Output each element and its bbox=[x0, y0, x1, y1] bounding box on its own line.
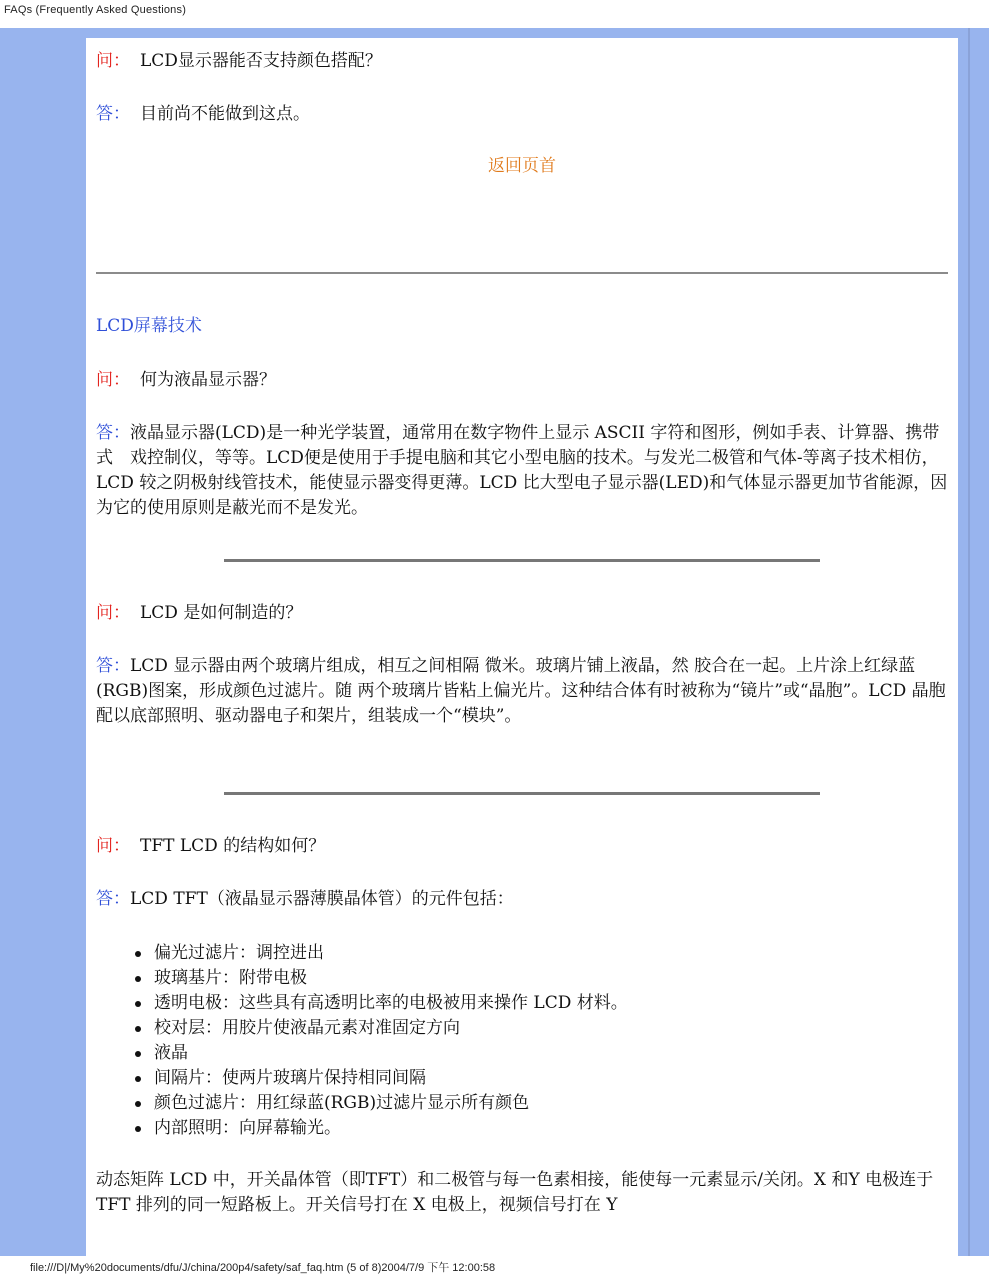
print-header-title: FAQs (Frequently Asked Questions) bbox=[4, 4, 187, 16]
content-panel bbox=[86, 38, 958, 1256]
closing-paragraph: 动态矩阵 LCD 中，开关晶体管（即TFT）和二极管与每一色素相接，能使每一元素显示/关闭。X 和Y 电极连于 TFT 排列的同一短路板上。开关信号打在 X 电极上，视频信号打在 Y bbox=[96, 1170, 934, 1215]
question-2 bbox=[96, 368, 948, 393]
answer-3-text: LCD 显示器由两个玻璃片组成，相互之间相隔 微米。玻璃片铺上液晶，然 胶合在一起。上片涂上红绿蓝(RGB)图案，形成颜色过滤片。随 两个玻璃片皆粘上偏光片。这种结合体有时被称为“镜片”或“晶胞”。LCD 晶胞配以底部照明、驱动器电子和架片，组装成一个“模块”。 bbox=[96, 656, 946, 726]
list-item: 校对层：用胶片使液晶元素对准固定方向 bbox=[154, 1016, 958, 1041]
list-item: 偏光过滤片：调控进出 bbox=[154, 941, 958, 966]
answer-label: 答： bbox=[96, 889, 130, 909]
question-1-text: LCD显示器能否支持颜色搭配？ bbox=[140, 51, 382, 71]
answer-4 bbox=[96, 887, 948, 912]
answer-label: 答： bbox=[96, 104, 130, 124]
question-label: 问： bbox=[96, 51, 130, 71]
answer-2 bbox=[96, 421, 948, 521]
qa-divider bbox=[224, 559, 820, 562]
question-label: 问： bbox=[96, 370, 130, 390]
question-4-text: TFT LCD 的结构如何？ bbox=[140, 836, 326, 856]
list-item: 液晶 bbox=[154, 1041, 958, 1066]
answer-4-text: LCD TFT（液晶显示器薄膜晶体管）的元件包括： bbox=[130, 889, 514, 909]
question-2-text: 何为液晶显示器？ bbox=[140, 370, 276, 390]
section-title: LCD屏幕技术 bbox=[96, 316, 202, 336]
list-item: 间隔片：使两片玻璃片保持相同间隔 bbox=[154, 1066, 958, 1091]
frame-divider bbox=[968, 28, 970, 1256]
back-to-top-link[interactable]: 返回页首 bbox=[488, 156, 556, 176]
question-3 bbox=[96, 601, 948, 626]
question-4 bbox=[96, 834, 948, 859]
qa-divider bbox=[224, 792, 820, 795]
answer-label: 答： bbox=[96, 656, 130, 676]
component-list bbox=[96, 941, 958, 1141]
answer-2-text: 液晶显示器(LCD)是一种光学装置，通常用在数字物件上显示 ASCII 字符和图形，例如手表、计算器、携带式 戏控制仪，等等。LCD便是使用于手提电脑和其它小型电脑的技术。与发光二极管和气体-等离子技术相仿，LCD 较之阴极射线管技术，能使显示器变得更薄。LCD 比大型电子显示器(LED)和气体显示器更加节省能源，因为它的使用原则是蔽光而不是发光。 bbox=[96, 423, 948, 518]
answer-1-text: 目前尚不能做到这点。 bbox=[140, 104, 310, 124]
answer-3 bbox=[96, 654, 948, 729]
question-3-text: LCD 是如何制造的？ bbox=[140, 603, 303, 623]
list-item: 内部照明：向屏幕输光。 bbox=[154, 1116, 958, 1141]
list-item: 颜色过滤片：用红绿蓝(RGB)过滤片显示所有颜色 bbox=[154, 1091, 958, 1116]
list-item: 玻璃基片：附带电极 bbox=[154, 966, 958, 991]
print-footer-path: file:///D|/My%20documents/dfu/J/china/200p4/safety/saf_faq.htm (5 of 8)2004/7/9 下午 12:00:58 bbox=[30, 1262, 496, 1274]
question-1 bbox=[96, 49, 948, 74]
list-item: 透明电极：这些具有高透明比率的电极被用来操作 LCD 材料。 bbox=[154, 991, 958, 1016]
question-label: 问： bbox=[96, 603, 130, 623]
question-label: 问： bbox=[96, 836, 130, 856]
section-divider bbox=[96, 272, 948, 274]
answer-label: 答： bbox=[96, 423, 130, 443]
answer-1 bbox=[96, 102, 948, 127]
